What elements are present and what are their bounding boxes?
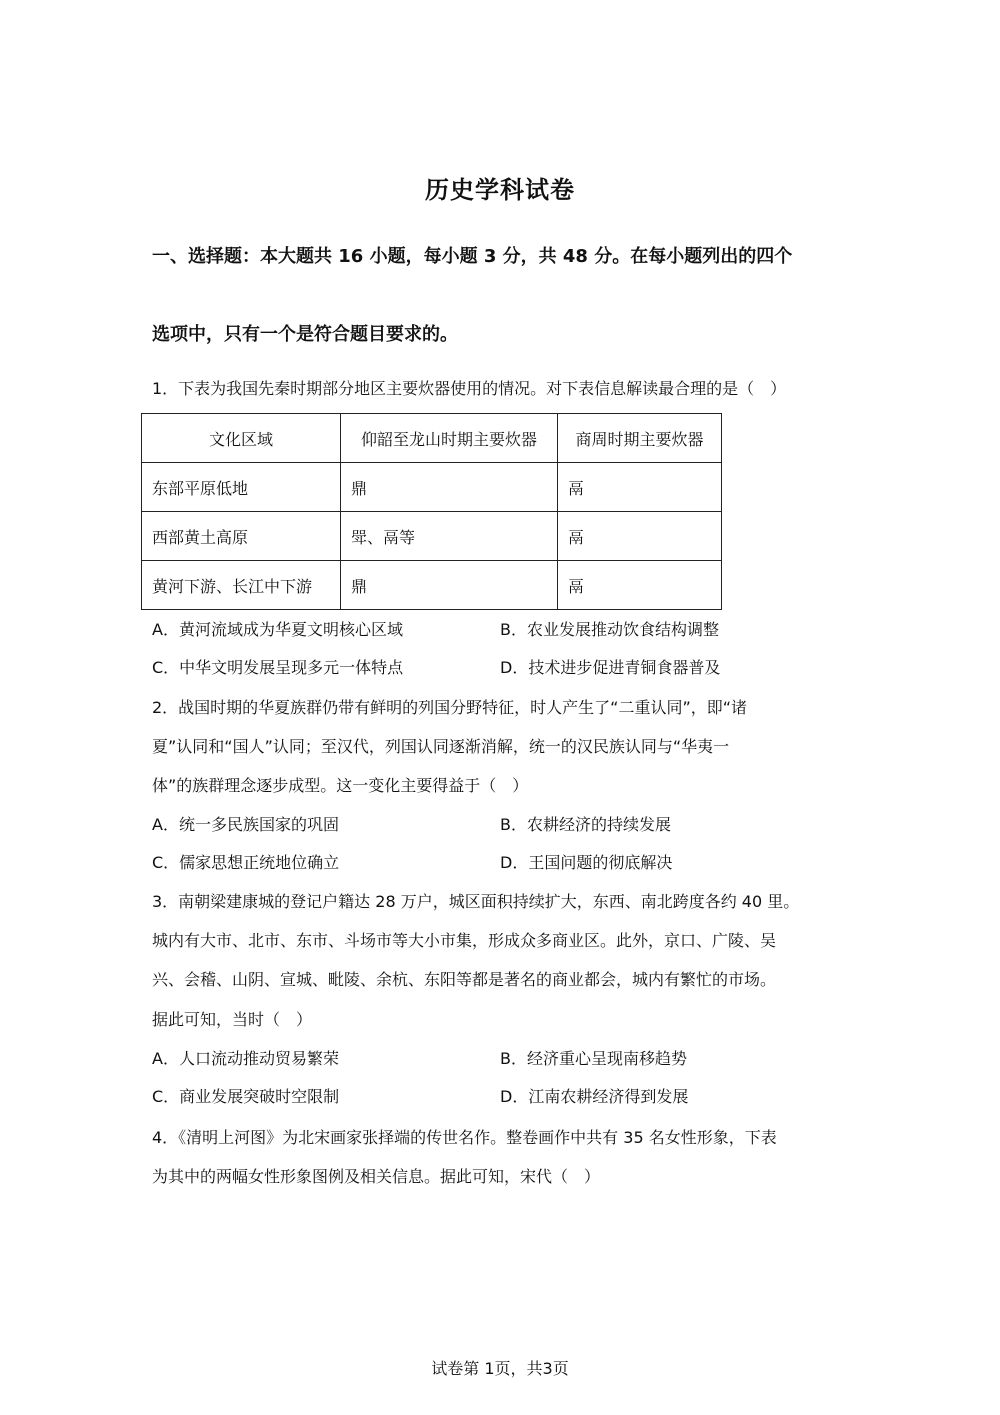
question-2-stem-line-1: 2．战国时期的华夏族群仍带有鲜明的列国分野特征，时人产生了“二重认同”，即“诸 — [152, 698, 748, 717]
table-cell: 鬲 — [558, 463, 722, 512]
table-cell: 鬲 — [558, 512, 722, 561]
section-heading-line-2: 选项中，只有一个是符合题目要求的。 — [152, 324, 458, 345]
q1-option-a: A．黄河流域成为华夏文明核心区域 — [152, 620, 403, 639]
question-4-stem-line-2: 为其中的两幅女性形象图例及相关信息。据此可知，宋代（ ） — [152, 1167, 601, 1186]
q2-option-d: D．王国问题的彻底解决 — [500, 853, 673, 872]
question-2-stem-line-2: 夏”认同和“国人”认同；至汉代，列国认同逐渐消解，统一的汉民族认同与“华夷一 — [152, 737, 730, 756]
question-1-stem: 1．下表为我国先秦时期部分地区主要炊器使用的情况。对下表信息解读最合理的是（ ） — [152, 379, 787, 398]
q1-option-c: C．中华文明发展呈现多元一体特点 — [152, 658, 404, 677]
table-header-cell: 商周时期主要炊器 — [558, 414, 722, 463]
q1-table — [141, 413, 722, 610]
q3-option-d: D．江南农耕经济得到发展 — [500, 1087, 689, 1106]
table-cell: 鬲 — [558, 561, 722, 610]
question-2-stem-line-3: 体”的族群理念逐步成型。这一变化主要得益于（ ） — [152, 776, 529, 795]
q2-option-a: A．统一多民族国家的巩固 — [152, 815, 339, 834]
table-row — [142, 561, 722, 610]
q3-option-b: B．经济重心呈现南移趋势 — [500, 1049, 687, 1068]
section-heading-line-1: 一、选择题：本大题共 16 小题，每小题 3 分，共 48 分。在每小题列出的四个 — [152, 246, 793, 267]
question-3-stem-line-1: 3．南朝梁建康城的登记户籍达 28 万户，城区面积持续扩大，东西、南北跨度各约 40 里。 — [152, 892, 800, 911]
q3-option-a: A．人口流动推动贸易繁荣 — [152, 1049, 339, 1068]
table-cell: 鼎 — [341, 463, 558, 512]
q1-option-d: D．技术进步促进青铜食器普及 — [500, 658, 721, 677]
table-cell: 东部平原低地 — [142, 463, 341, 512]
table-cell: 黄河下游、长江中下游 — [142, 561, 341, 610]
table-row — [142, 463, 722, 512]
question-4-stem-line-1: 4．《清明上河图》为北宋画家张择端的传世名作。整卷画作中共有 35 名女性形象，下表 — [152, 1128, 777, 1147]
table-header-row — [142, 414, 722, 463]
question-3-stem-line-3: 兴、会稽、山阴、宣城、毗陵、余杭、东阳等都是著名的商业都会，城内有繁忙的市场。 — [152, 970, 777, 989]
page-footer: 试卷第 1页，共3页 — [431, 1359, 569, 1378]
table-cell: 斝、鬲等 — [341, 512, 558, 561]
question-3-stem-line-4: 据此可知，当时（ ） — [152, 1010, 313, 1029]
table-header-cell: 仰韶至龙山时期主要炊器 — [341, 414, 558, 463]
table-cell: 西部黄土高原 — [142, 512, 341, 561]
q3-option-c: C．商业发展突破时空限制 — [152, 1087, 340, 1106]
page-title: 历史学科试卷 — [425, 176, 575, 204]
table-header-cell: 文化区域 — [142, 414, 341, 463]
question-3-stem-line-2: 城内有大市、北市、东市、斗场市等大小市集，形成众多商业区。此外，京口、广陵、吴 — [152, 931, 777, 950]
table-row — [142, 512, 722, 561]
q2-option-b: B．农耕经济的持续发展 — [500, 815, 671, 834]
q1-option-b: B．农业发展推动饮食结构调整 — [500, 620, 719, 639]
table-cell: 鼎 — [341, 561, 558, 610]
q2-option-c: C．儒家思想正统地位确立 — [152, 853, 340, 872]
